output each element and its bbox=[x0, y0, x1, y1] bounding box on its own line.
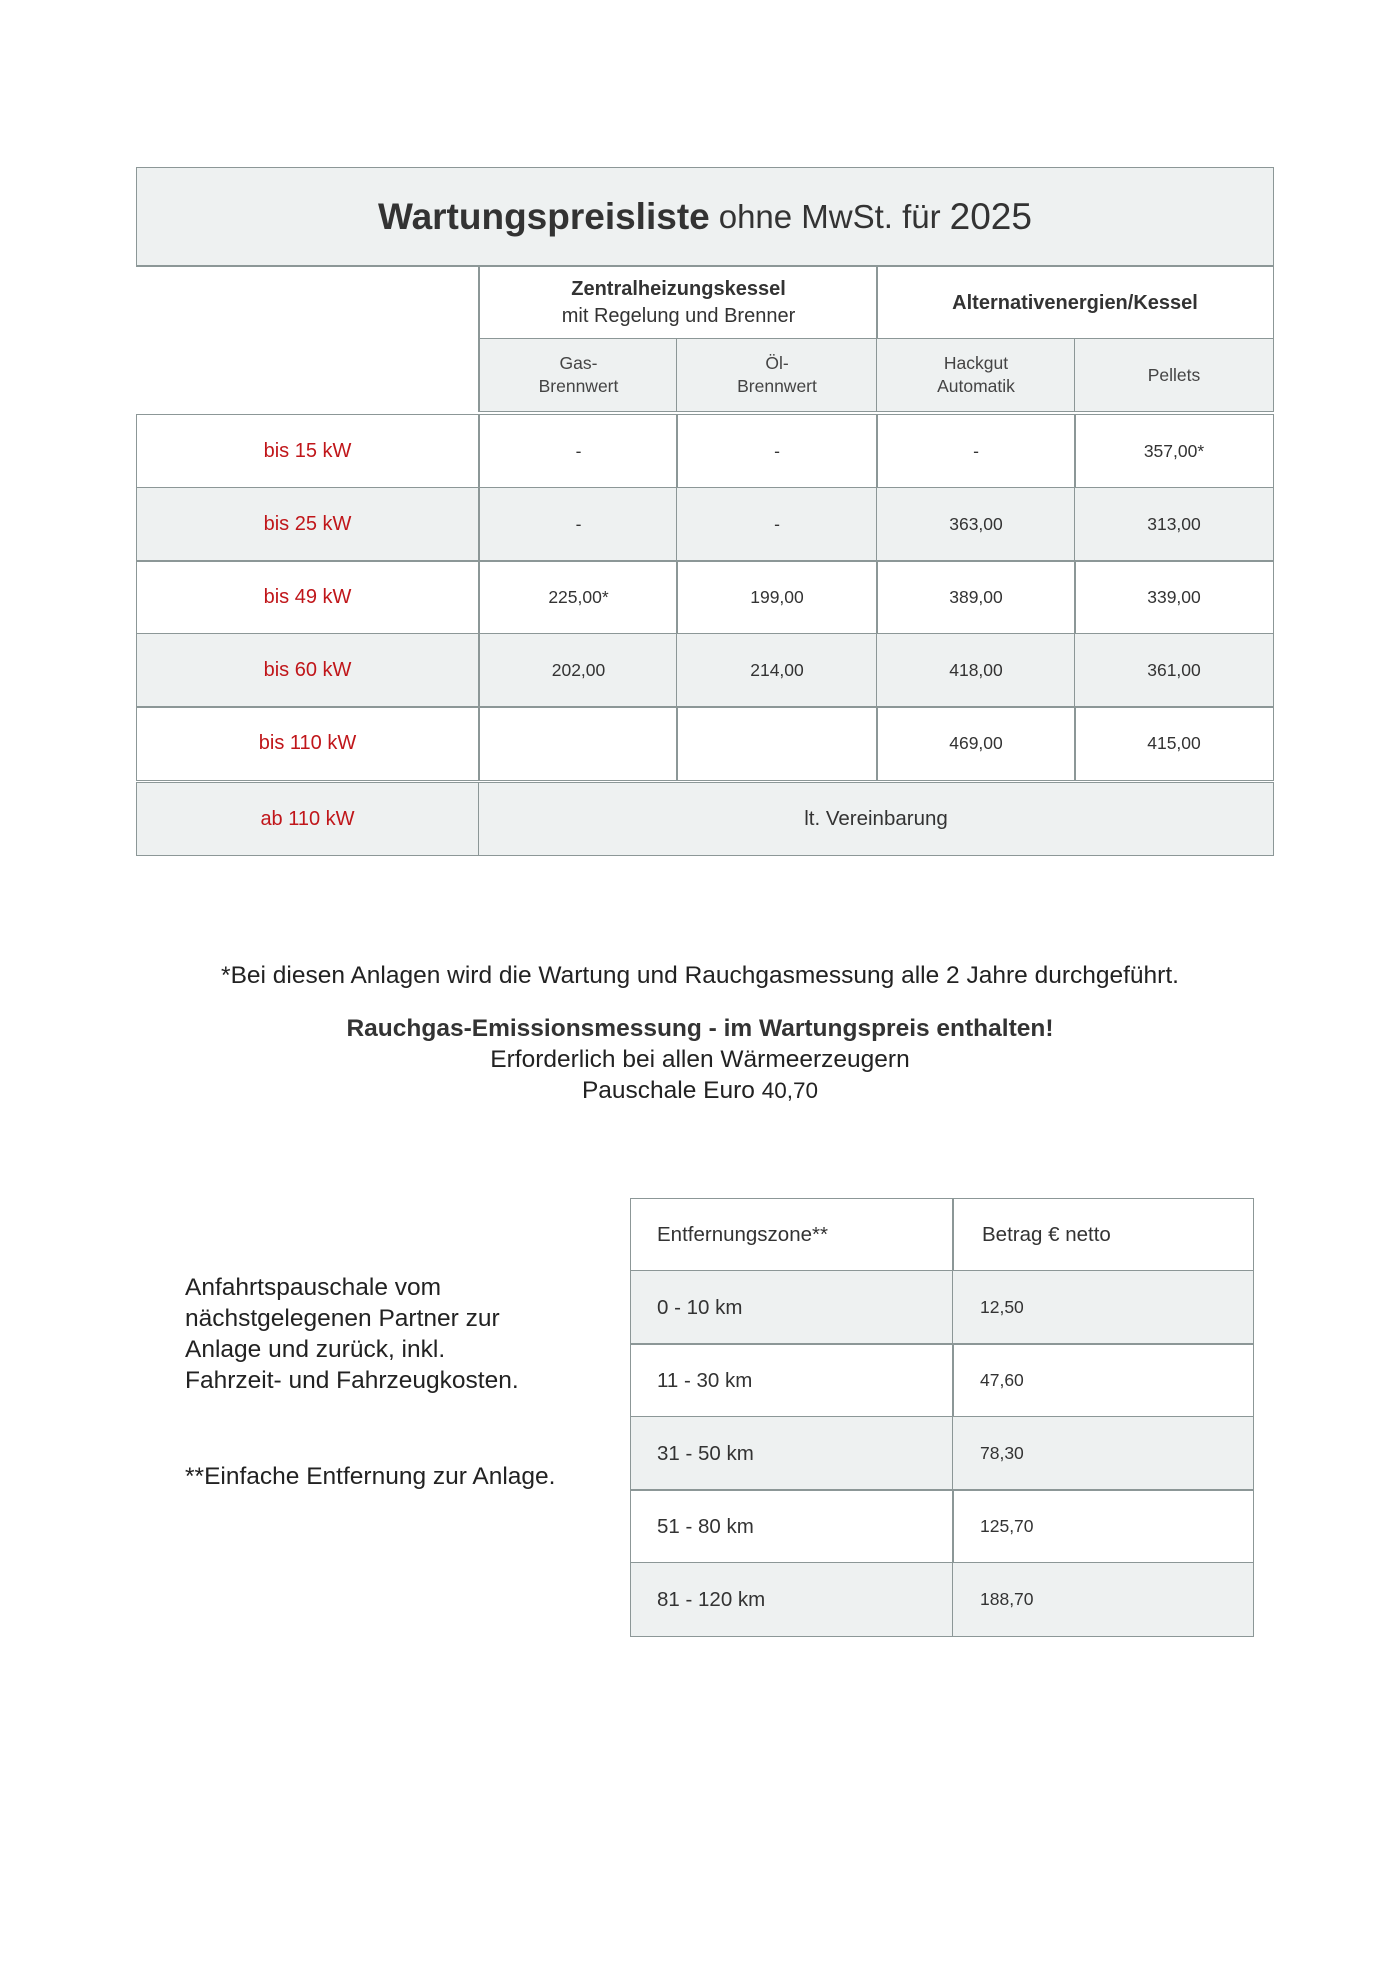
title-year: 2025 bbox=[949, 195, 1032, 237]
row-label-text: bis 110 kW bbox=[258, 732, 357, 754]
distance-zone-text: 51 - 80 km bbox=[657, 1514, 754, 1538]
price-value: 363,00 bbox=[949, 514, 1003, 534]
distance-amount-cell bbox=[952, 1489, 1254, 1564]
price-cell bbox=[876, 560, 1076, 635]
distance-amount-text: 188,70 bbox=[980, 1589, 1034, 1609]
subheader-pellets-line1: Pellets bbox=[1147, 364, 1201, 385]
subheader-gas-line1: Gas- bbox=[559, 353, 598, 373]
emission-line3-text: Pauschale Euro bbox=[581, 1077, 755, 1104]
row-label bbox=[136, 487, 480, 562]
price-value: 199,00 bbox=[750, 587, 804, 607]
distance-amount-text: 125,70 bbox=[980, 1516, 1034, 1536]
price-cell bbox=[1074, 706, 1274, 781]
travel-description-line: Fahrzeit- und Fahrzeugkosten. bbox=[185, 1367, 519, 1394]
distance-zone-cell bbox=[630, 1562, 954, 1637]
title-rest: ohne MwSt. für bbox=[718, 197, 941, 235]
distance-header-amount bbox=[952, 1198, 1254, 1272]
group1-line1: Zentralheizungskessel bbox=[571, 278, 786, 300]
distance-amount-text: 12,50 bbox=[980, 1297, 1024, 1317]
price-value: 389,00 bbox=[949, 587, 1003, 607]
distance-header-zone-text: Entfernungszone** bbox=[657, 1223, 828, 1246]
subheader-oel bbox=[676, 338, 878, 412]
price-table-title bbox=[136, 167, 1274, 267]
travel-description bbox=[185, 1272, 519, 1396]
price-cell bbox=[1074, 633, 1274, 708]
distance-zone-text: 31 - 50 km bbox=[657, 1441, 754, 1465]
travel-footnote: **Einfache Entfernung zur Anlage. bbox=[185, 1463, 556, 1490]
distance-amount-cell bbox=[952, 1343, 1254, 1418]
price-cell bbox=[478, 414, 678, 489]
price-value: 313,00 bbox=[1147, 514, 1201, 534]
emission-line2: Erforderlich bei allen Wärmeerzeugern bbox=[490, 1046, 910, 1073]
emission-line3-amount: 40,70 bbox=[761, 1078, 819, 1103]
row-label-ab-110 bbox=[136, 782, 480, 856]
price-value: 469,00 bbox=[949, 733, 1003, 753]
row-label-text: ab 110 kW bbox=[260, 807, 355, 830]
price-cell bbox=[1074, 487, 1274, 562]
price-cell bbox=[676, 633, 878, 708]
price-value: 339,00 bbox=[1147, 587, 1201, 607]
group2-label: Alternativenergien/Kessel bbox=[952, 291, 1198, 314]
price-cell bbox=[676, 487, 878, 562]
price-cell bbox=[478, 633, 678, 708]
price-cell bbox=[478, 560, 678, 635]
group1-line2: mit Regelung und Brenner bbox=[561, 305, 796, 327]
subheader-hackgut-line2: Automatik bbox=[937, 376, 1015, 396]
distance-amount-text: 78,30 bbox=[980, 1443, 1024, 1463]
price-cell bbox=[676, 706, 878, 781]
price-cell bbox=[676, 414, 878, 489]
subheader-pellets bbox=[1074, 338, 1274, 412]
travel-description-line: nächstgelegenen Partner zur bbox=[185, 1305, 500, 1332]
price-value: - bbox=[973, 441, 979, 461]
distance-zone-cell bbox=[630, 1270, 954, 1345]
price-value: 225,00* bbox=[548, 587, 609, 607]
subheader-gas-line2: Brennwert bbox=[538, 376, 619, 396]
distance-amount-cell bbox=[952, 1562, 1254, 1637]
travel-description-line: Anfahrtspauschale vom bbox=[185, 1274, 442, 1301]
vereinbarung-text: lt. Vereinbarung bbox=[804, 807, 948, 830]
row-label-text: bis 60 kW bbox=[263, 659, 352, 681]
row-value-vereinbarung bbox=[478, 782, 1274, 856]
distance-zone-cell bbox=[630, 1343, 954, 1418]
distance-header-amount-text: Betrag € netto bbox=[982, 1223, 1111, 1246]
price-value: 418,00 bbox=[949, 660, 1003, 680]
travel-description-line: Anlage und zurück, inkl. bbox=[185, 1336, 446, 1363]
price-value: - bbox=[774, 514, 780, 534]
price-cell bbox=[478, 487, 678, 562]
emission-line3 bbox=[0, 1077, 1400, 1105]
footnote-two-years: *Bei diesen Anlagen wird die Wartung und Rauchgasmessung alle 2 Jahre durchgeführt. bbox=[221, 962, 1179, 989]
price-value: 357,00* bbox=[1143, 441, 1205, 461]
price-cell bbox=[876, 487, 1076, 562]
distance-amount-cell bbox=[952, 1270, 1254, 1345]
price-value: - bbox=[575, 514, 582, 534]
price-value: - bbox=[774, 441, 780, 461]
row-label bbox=[136, 633, 480, 708]
distance-amount-cell bbox=[952, 1416, 1254, 1491]
row-label-text: bis 15 kW bbox=[263, 440, 352, 462]
row-label bbox=[136, 706, 480, 781]
price-cell bbox=[876, 633, 1076, 708]
subheader-hackgut bbox=[876, 338, 1076, 412]
price-cell bbox=[676, 560, 878, 635]
price-value: 415,00 bbox=[1147, 733, 1201, 753]
distance-zone-text: 11 - 30 km bbox=[657, 1368, 753, 1392]
price-cell bbox=[876, 414, 1076, 489]
subheader-oel-line1: Öl- bbox=[765, 353, 789, 373]
group-header-zentralheizung bbox=[478, 266, 878, 340]
distance-zone-text: 0 - 10 km bbox=[657, 1295, 743, 1319]
price-cell bbox=[876, 706, 1076, 781]
distance-zone-cell bbox=[630, 1489, 954, 1564]
row-label-text: bis 49 kW bbox=[263, 586, 352, 608]
distance-zone-text: 81 - 120 km bbox=[657, 1587, 766, 1611]
price-value: 361,00 bbox=[1147, 660, 1201, 680]
price-value: - bbox=[575, 441, 582, 461]
price-value: 202,00 bbox=[551, 660, 606, 680]
row-label-text: bis 25 kW bbox=[263, 513, 352, 535]
price-cell bbox=[1074, 560, 1274, 635]
price-value: 214,00 bbox=[750, 660, 804, 680]
distance-zone-cell bbox=[630, 1416, 954, 1491]
price-cell bbox=[1074, 414, 1274, 489]
emission-title: Rauchgas-Emissionsmessung - im Wartungspreis enthalten! bbox=[346, 1015, 1054, 1042]
group-header-alternativ bbox=[876, 266, 1274, 340]
subheader-oel-line2: Brennwert bbox=[737, 376, 817, 396]
subheader-hackgut-line1: Hackgut bbox=[943, 353, 1009, 373]
row-label bbox=[136, 414, 480, 489]
distance-header-zone bbox=[630, 1198, 954, 1272]
subheader-gas bbox=[478, 338, 678, 412]
price-cell bbox=[478, 706, 678, 781]
distance-amount-text: 47,60 bbox=[980, 1370, 1024, 1390]
row-label bbox=[136, 560, 480, 635]
title-bold: Wartungspreisliste bbox=[378, 195, 710, 237]
